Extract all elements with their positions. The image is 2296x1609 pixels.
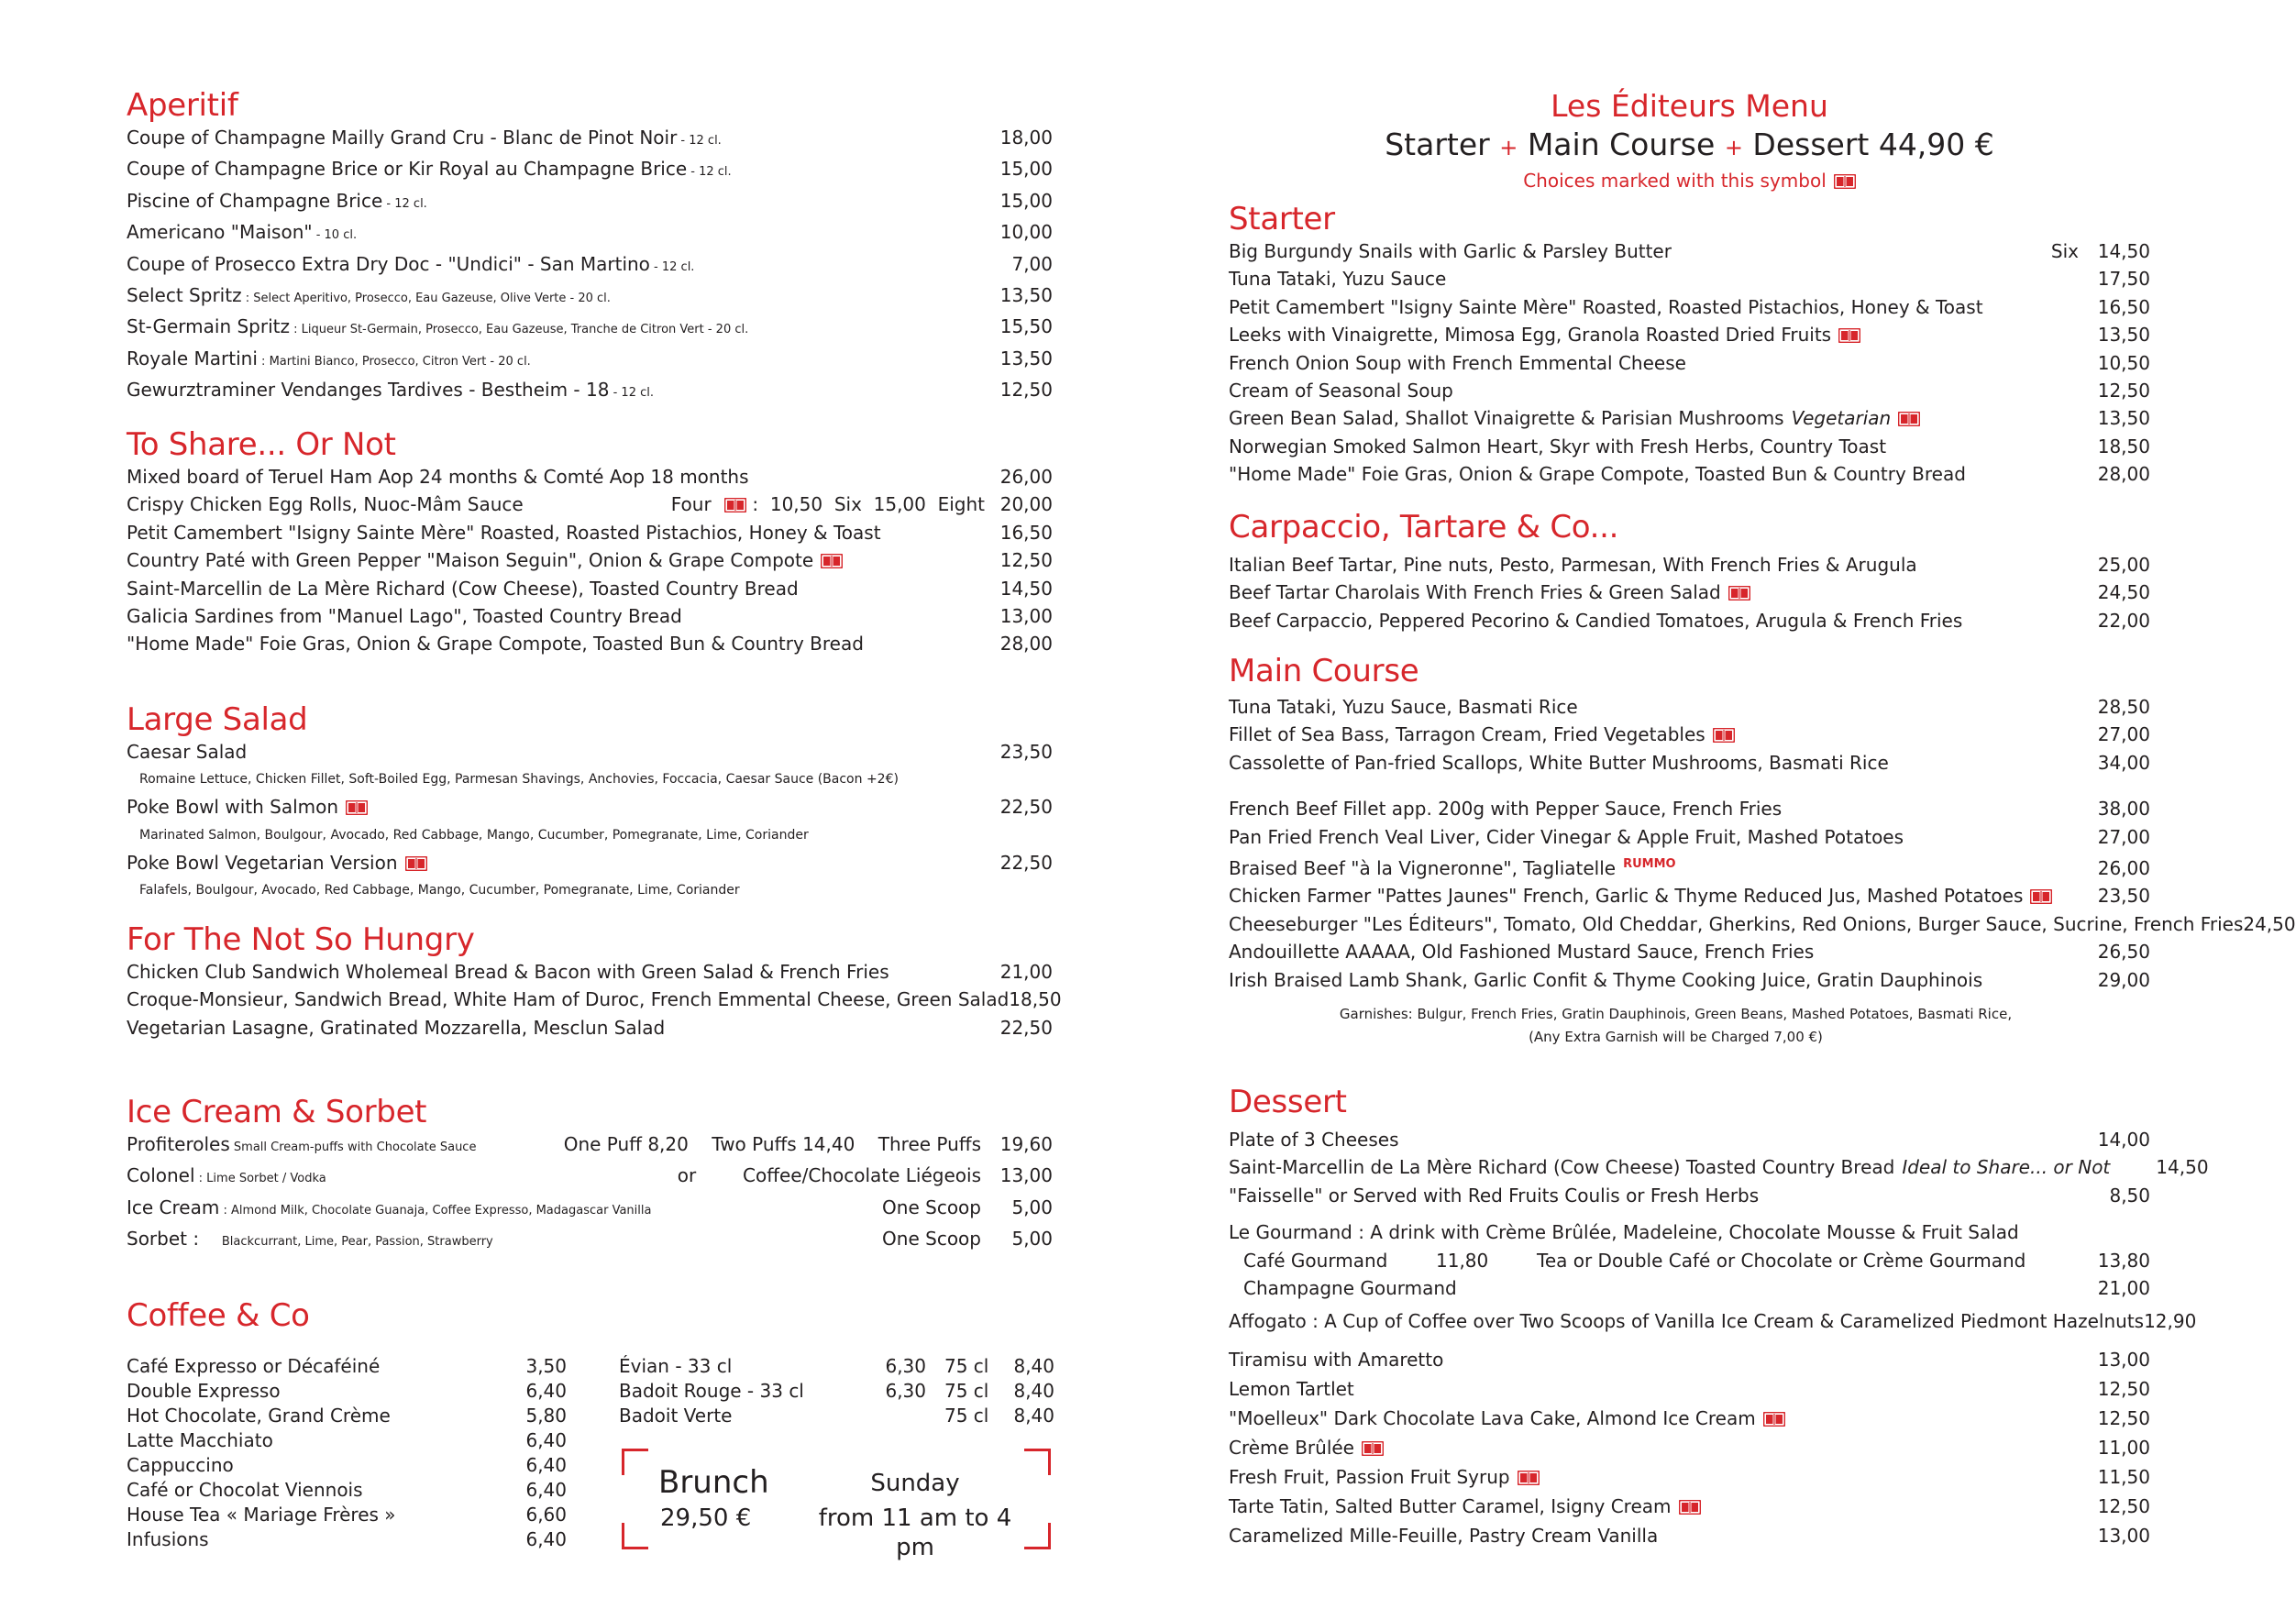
menu-item: Latte Macchiato 6,40 <box>127 1429 567 1451</box>
menu-item: Coupe of Prosecco Extra Dry Doc - "Undici" - San Martino - 12 cl. 7,00 <box>127 250 1053 281</box>
menu-item: Poke Bowl with Salmon 22,50 <box>127 796 1053 819</box>
section-title-icecream: Ice Cream & Sorbet <box>127 1094 427 1130</box>
item-price: 26,50 <box>2097 941 2150 964</box>
menu-item: Poke Bowl Vegetarian Version 22,50 <box>127 851 1053 874</box>
menu-item: Crème Brûlée 11,00 <box>1229 1433 2150 1462</box>
corner-mark <box>1024 1449 1051 1475</box>
menu-item: French Beef Fillet app. 200g with Pepper Sauce, French Fries 38,00 <box>1229 795 2150 822</box>
item-price: 27,00 <box>2097 723 2150 746</box>
item-description: Falafels, Boulgour, Avocado, Red Cabbage, Mango, Cucumber, Pomegranate, Lime, Coriander <box>139 883 740 898</box>
menu-item: Vegetarian Lasagne, Gratinated Mozzarella, Mesclun Salad 22,50 <box>127 1016 1053 1039</box>
menu-item: Fillet of Sea Bass, Tarragon Cream, Fried Vegetables 27,00 <box>1229 721 2150 748</box>
item-name: Évian - 33 cl <box>619 1355 733 1377</box>
item-price: 28,00 <box>2097 463 2150 486</box>
section-title-main: Main Course <box>1229 653 1419 689</box>
menu-item: Champagne Gourmand 21,00 <box>1243 1277 2150 1300</box>
item-description: Marinated Salmon, Boulgour, Avocado, Red Cabbage, Mango, Cucumber, Pomegranate, Lime, Coriander <box>139 827 809 843</box>
menu-item: Big Burgundy Snails with Garlic & Parsley Butter Six 14,50 <box>1229 237 2150 265</box>
menu-item: Profiteroles Small Cream-puffs with Chocolate Sauce One Puff 8,20 Two Puffs 14,40 Three Puffs 19,60 <box>127 1130 1053 1162</box>
menu-item: Galicia Sardines from "Manuel Lago", Toasted Country Bread 13,00 <box>127 605 1053 628</box>
menu-item: Beef Tartar Charolais With French Fries & Green Salad 24,50 <box>1229 579 2150 606</box>
item-price: 27,00 <box>2097 825 2150 848</box>
item-price: 14,00 <box>2097 1129 2150 1151</box>
item-price: 8,40 <box>1013 1380 1054 1402</box>
section-title-coffee: Coffee & Co <box>127 1297 310 1334</box>
item-price: 6,40 <box>525 1454 567 1476</box>
item-note: : Select Aperitivo, Prosecco, Eau Gazeuse, Olive Verte - 20 cl. <box>241 292 611 306</box>
item-price: 13,50 <box>999 284 1053 307</box>
menu-item: Petit Camembert "Isigny Sainte Mère" Roasted, Roasted Pistachios, Honey & Toast 16,50 <box>1229 293 2150 321</box>
item-note: : Liqueur St-Germain, Prosecco, Eau Gazeuse, Tranche de Citron Vert - 20 cl. <box>290 323 749 337</box>
menu-header <box>1229 87 2150 194</box>
section-title-starter: Starter <box>1229 201 1335 237</box>
book-icon <box>1362 1441 1384 1456</box>
book-icon <box>1728 586 1750 601</box>
item-price: 6,40 <box>525 1429 567 1451</box>
item-price: 15,00 <box>999 189 1053 212</box>
menu-item: "Moelleux" Dark Chocolate Lava Cake, Almond Ice Cream 12,50 <box>1229 1404 2150 1433</box>
item-price: 11,50 <box>2097 1465 2150 1488</box>
menu-item: Café or Chocolat Viennois 6,40 <box>127 1479 567 1501</box>
salad-section <box>127 701 1053 904</box>
menu-item: Chicken Farmer "Pattes Jaunes" French, Garlic & Thyme Reduced Jus, Mashed Potatoes 23,50 <box>1229 882 2150 909</box>
item-price: 8,40 <box>1013 1405 1054 1427</box>
item-price: 13,00 <box>999 1164 1053 1187</box>
menu-item: Croque-Monsieur, Sandwich Bread, White Ham of Duroc, French Emmental Cheese, Green Salad 18,50 <box>127 988 1062 1011</box>
item-note: Blackcurrant, Lime, Pear, Passion, Strawberry <box>199 1235 493 1250</box>
item-price: 25,00 <box>2097 554 2150 576</box>
book-icon <box>2030 889 2052 904</box>
menu-item: Cassolette of Pan-fried Scallops, White Butter Mushrooms, Basmati Rice 34,00 <box>1229 749 2150 777</box>
menu-item: Tuna Tataki, Yuzu Sauce 17,50 <box>1229 265 2150 292</box>
book-icon <box>821 554 843 568</box>
item-note: - 12 cl. <box>382 196 427 211</box>
section-title-aperitif: Aperitif <box>127 87 238 124</box>
book-icon <box>346 800 368 815</box>
corner-mark <box>622 1523 648 1549</box>
section-title-carpaccio: Carpaccio, Tartare & Co... <box>1229 509 1619 546</box>
item-price: 26,00 <box>2097 857 2150 880</box>
menu-item: Leeks with Vinaigrette, Mimosa Egg, Granola Roasted Dried Fruits 13,50 <box>1229 321 2150 348</box>
menu-item: Gewurztraminer Vendanges Tardives - Bestheim - 18 - 12 cl. 12,50 <box>127 376 1053 407</box>
corner-mark <box>622 1449 648 1475</box>
menu-item: Plate of 3 Cheeses 14,00 <box>1229 1126 2150 1153</box>
menu-item: Americano "Maison" - 10 cl. 10,00 <box>127 218 1053 249</box>
menu-item: Country Paté with Green Pepper "Maison Seguin", Onion & Grape Compote 12,50 <box>127 549 1053 572</box>
menu-item: Saint-Marcellin de La Mère Richard (Cow Cheese) Toasted Country Bread Ideal to Share... or Not 14,50 <box>1229 1153 2150 1181</box>
item-price: 16,50 <box>2097 295 2150 318</box>
menu-item: Hot Chocolate, Grand Crème 5,80 <box>127 1405 567 1427</box>
item-price: 13,00 <box>2097 1348 2150 1371</box>
item-price: 15,50 <box>999 315 1053 338</box>
icecream-section <box>127 1094 1053 1257</box>
menu-item: Tarte Tatin, Salted Butter Caramel, Isigny Cream 12,50 <box>1229 1492 2150 1521</box>
menu-item: Select Spritz : Select Aperitivo, Prosecco, Eau Gazeuse, Olive Verte - 20 cl. 13,50 <box>127 281 1053 313</box>
item-note: : Martini Bianco, Prosecco, Citron Vert - 20 cl. <box>257 354 531 369</box>
menu-item: Braised Beef "à la Vigneronne", Tagliatelle $^{RUMMO}$ 26,00 <box>1229 851 2150 882</box>
aperitif-section <box>127 87 1053 408</box>
menu-item: Caramelized Mille-Feuille, Pastry Cream Vanilla 13,00 <box>1229 1521 2150 1550</box>
item-price: 23,50 <box>2097 885 2150 908</box>
item-price: 6,30 <box>885 1355 926 1377</box>
dessert-section <box>1229 1084 2209 1550</box>
menu-item: Sorbet : Blackcurrant, Lime, Pear, Passion, Strawberry One Scoop 5,00 <box>127 1225 1053 1256</box>
portion-info: One Scoop <box>882 1196 981 1218</box>
item-note: - 12 cl. <box>649 259 695 274</box>
menu-item: Saint-Marcellin de La Mère Richard (Cow Cheese), Toasted Country Bread 14,50 <box>127 577 1053 600</box>
item-note: : Almond Milk, Chocolate Guanaja, Coffee Expresso, Madagascar Vanilla <box>219 1203 652 1218</box>
menu-item: Caesar Salad 23,50 <box>127 741 1053 763</box>
share-section <box>127 426 1053 658</box>
rummo-logo: RUMMO <box>1623 857 1676 872</box>
item-italic-note: Vegetarian <box>1791 407 1892 430</box>
item-price: 5,00 <box>1011 1228 1053 1251</box>
gourmand-intro: Le Gourmand : A drink with Crème Brûlée, Madeleine, Chocolate Mousse & Fruit Salad <box>1229 1221 2019 1244</box>
book-icon <box>1518 1471 1540 1485</box>
book-icon <box>405 856 427 871</box>
item-price: 11,00 <box>2097 1436 2150 1459</box>
book-icon <box>1763 1412 1785 1427</box>
item-price: 6,40 <box>525 1380 567 1402</box>
item-price: 24,50 <box>2243 912 2296 935</box>
menu-item: "Home Made" Foie Gras, Onion & Grape Compote, Toasted Bun & Country Bread 28,00 <box>1229 460 2150 488</box>
item-name: Badoit Verte <box>619 1405 733 1427</box>
menu-item: Tuna Tataki, Yuzu Sauce, Basmati Rice 28,50 <box>1229 693 2150 721</box>
book-icon <box>724 498 746 512</box>
item-price: 12,50 <box>999 379 1053 402</box>
menu-item: Irish Braised Lamb Shank, Garlic Confit & Thyme Cooking Juice, Gratin Dauphinois 29,00 <box>1229 966 2150 994</box>
item-price: 13,50 <box>999 347 1053 369</box>
menu-item: Pan Fried French Veal Liver, Cider Vinegar & Apple Fruit, Mashed Potatoes 27,00 <box>1229 823 2150 851</box>
item-price: 13,00 <box>2097 1524 2150 1547</box>
menu-item: Double Expresso 6,40 <box>127 1380 567 1402</box>
menu-item: House Tea « Mariage Frères » 6,60 <box>127 1504 567 1526</box>
book-icon <box>1679 1500 1701 1515</box>
item-price: 6,40 <box>525 1528 567 1550</box>
item-price: 17,50 <box>2097 268 2150 291</box>
portion-label: Four <box>670 493 712 516</box>
section-title-dessert: Dessert <box>1229 1084 1347 1120</box>
item-price: 12,50 <box>2097 1494 2150 1517</box>
menu-item <box>619 1379 1054 1404</box>
section-title-share: To Share... Or Not <box>127 426 396 463</box>
water-list <box>619 1354 1054 1428</box>
item-note: - 12 cl. <box>609 386 654 401</box>
menu-item: Norwegian Smoked Salmon Heart, Skyr with Fresh Herbs, Country Toast 18,50 <box>1229 433 2150 460</box>
item-price: 5,00 <box>1011 1196 1053 1218</box>
item-price: 5,80 <box>525 1405 567 1427</box>
book-icon <box>1713 728 1735 743</box>
section-title-hungry: For The Not So Hungry <box>127 921 475 958</box>
item-note: : Lime Sorbet / Vodka <box>194 1172 326 1186</box>
item-note: - 12 cl. <box>677 134 722 148</box>
portion-prices: : 10,50 Six 15,00 Eight <box>752 493 985 516</box>
section-title-salad: Large Salad <box>127 701 308 738</box>
menu-item: Royale Martini : Martini Bianco, Prosecco, Citron Vert - 20 cl. 13,50 <box>127 345 1053 376</box>
menu-item: Mixed board of Teruel Ham Aop 24 months & Comté Aop 18 months 26,00 <box>127 466 1053 488</box>
carpaccio-section <box>1229 509 2150 634</box>
item-price: 75 cl <box>944 1405 989 1427</box>
menu-item: Andouillette AAAAA, Old Fashioned Mustard Sauce, French Fries 26,50 <box>1229 938 2150 965</box>
menu-item: Coupe of Champagne Mailly Grand Cru - Blanc de Pinot Noir - 12 cl. 18,00 <box>127 124 1053 155</box>
item-note: Small Cream-puffs with Chocolate Sauce <box>229 1141 477 1154</box>
item-description: Romaine Lettuce, Chicken Fillet, Soft-Boiled Egg, Parmesan Shavings, Anchovies, Foccacia, Caesar Sauce (Bacon +2€) <box>139 772 899 788</box>
book-icon <box>1898 412 1920 426</box>
menu-item: Colonel : Lime Sorbet / Vodka or Coffee/Chocolate Liégeois 13,00 <box>127 1162 1053 1193</box>
item-price: 10,50 <box>2097 351 2150 374</box>
item-price: 6,30 <box>885 1380 926 1402</box>
menu-item: Green Bean Salad, Shallot Vinaigrette & Parisian Mushrooms Vegetarian 13,50 <box>1229 404 2150 432</box>
menu-item: Lemon Tartlet 12,50 <box>1229 1374 2150 1404</box>
item-price: 34,00 <box>2097 751 2150 774</box>
item-price: 13,50 <box>2097 324 2150 347</box>
item-price: 12,50 <box>2097 1406 2150 1429</box>
brunch-price: 29,50 € <box>660 1504 752 1532</box>
item-note: - 10 cl. <box>312 228 358 243</box>
menu-item: French Onion Soup with French Emmental Cheese 10,50 <box>1229 349 2150 377</box>
item-price: 75 cl <box>944 1380 989 1402</box>
item-price: 24,50 <box>2097 581 2150 604</box>
menu-item: Petit Camembert "Isigny Sainte Mère" Roasted, Roasted Pistachios, Honey & Toast 16,50 <box>127 521 1053 544</box>
book-icon <box>1838 328 1860 343</box>
item-price: 6,60 <box>525 1504 567 1526</box>
menu-item: Fresh Fruit, Passion Fruit Syrup 11,50 <box>1229 1462 2150 1492</box>
menu-item: Chicken Club Sandwich Wholemeal Bread & Bacon with Green Salad & French Fries 21,00 <box>127 961 1053 983</box>
menu-item: Tiramisu with Amaretto 13,00 <box>1229 1345 2150 1374</box>
item-price: 38,00 <box>2097 798 2150 821</box>
menu-item: Café Expresso or Décaféiné 3,50 <box>127 1355 567 1377</box>
menu-item: St-Germain Spritz : Liqueur St-Germain, Prosecco, Eau Gazeuse, Tranche de Citron Vert - 20 cl. 15,50 <box>127 313 1053 344</box>
coffee-list <box>127 1354 567 1552</box>
item-price: 14,50 <box>2156 1156 2209 1179</box>
brunch-day: Sunday <box>870 1470 960 1497</box>
item-price: 18,00 <box>999 127 1053 149</box>
menu-item: "Faisselle" or Served with Red Fruits Coulis or Fresh Herbs 8,50 <box>1229 1182 2150 1209</box>
garnish-note: Garnishes: Bulgur, French Fries, Gratin Dauphinois, Green Beans, Mashed Potatoes, Basmati Rice, <box>1339 1006 2013 1023</box>
menu-item: Coupe of Champagne Brice or Kir Royal au Champagne Brice - 12 cl. 15,00 <box>127 155 1053 186</box>
menu-item: Italian Beef Tartar, Pine nuts, Pesto, Parmesan, With French Fries & Arugula 25,00 <box>1229 551 2150 579</box>
menu-title: Les Éditeurs Menu <box>1551 88 1828 124</box>
item-price: 10,00 <box>999 221 1053 244</box>
item-price: 3,50 <box>525 1355 567 1377</box>
brunch-label: Brunch <box>658 1464 769 1501</box>
item-price: 18,50 <box>2097 435 2150 457</box>
item-italic-note: Ideal to Share... or Not <box>1902 1156 2111 1179</box>
menu-note: Choices marked with this symbol <box>1229 167 2150 194</box>
menu-item: Cappuccino 6,40 <box>127 1454 567 1476</box>
item-price: 15,00 <box>999 158 1053 181</box>
brunch-box <box>622 1449 1051 1561</box>
portion-info: One Puff 8,20 Two Puffs 14,40 Three Puffs <box>563 1133 981 1155</box>
brunch-hours: from 11 am to 4 pm <box>818 1504 1012 1561</box>
menu-item: Beef Carpaccio, Peppered Pecorino & Candied Tomatoes, Arugula & French Fries 22,00 <box>1229 607 2150 634</box>
item-price: 14,50 <box>2097 240 2150 262</box>
menu-item <box>619 1354 1054 1379</box>
menu-item: Infusions 6,40 <box>127 1528 567 1550</box>
menu-item: Affogato : A Cup of Coffee over Two Scoops of Vanilla Ice Cream & Caramelized Piedmont Hazelnuts 12,90 <box>1229 1310 2197 1333</box>
item-price: 75 cl <box>944 1355 989 1377</box>
item-price: 6,40 <box>525 1479 567 1501</box>
item-price: 22,00 <box>2097 609 2150 632</box>
item-price: 8,40 <box>1013 1355 1054 1377</box>
book-icon <box>1834 174 1856 189</box>
menu-item: Café Gourmand 11,80 Tea or Double Café or Chocolate or Crème Gourmand 13,80 <box>1243 1249 2150 1272</box>
menu-item: Piscine of Champagne Brice - 12 cl. 15,00 <box>127 187 1053 218</box>
item-price: 12,50 <box>2097 380 2150 402</box>
starter-section <box>1229 201 2150 489</box>
maincourse-section <box>1229 653 2296 1049</box>
item-price: 19,60 <box>999 1133 1053 1155</box>
portion-info: One Scoop <box>882 1228 981 1251</box>
menu-item: Crispy Chicken Egg Rolls, Nuoc-Mâm Sauce Four : 10,50 Six 15,00 Eight 20,00 <box>127 493 1053 516</box>
item-price: 29,00 <box>2097 968 2150 991</box>
item-name: Badoit Rouge - 33 cl <box>619 1380 804 1402</box>
item-note: - 12 cl. <box>687 165 732 180</box>
menu-item <box>619 1404 1054 1428</box>
item-price: 28,50 <box>2097 696 2150 718</box>
garnish-extra-note: (Any Extra Garnish will be Charged 7,00 €) <box>1529 1029 1823 1046</box>
hungry-section <box>127 921 1062 1041</box>
item-price: 8,50 <box>2109 1184 2150 1207</box>
portion-info: or Coffee/Chocolate Liégeois <box>677 1164 981 1187</box>
item-price: 12,50 <box>2097 1377 2150 1400</box>
item-price: 13,50 <box>2097 407 2150 430</box>
menu-item: Cheeseburger "Les Éditeurs", Tomato, Old Cheddar, Gherkins, Red Onions, Burger Sauce, Sucrine, French Fries 24,50 <box>1229 910 2150 938</box>
menu-item: "Home Made" Foie Gras, Onion & Grape Compote, Toasted Bun & Country Bread 28,00 <box>127 633 1053 656</box>
portion-info: Six <box>2050 240 2079 262</box>
menu-item: Ice Cream : Almond Milk, Chocolate Guanaja, Coffee Expresso, Madagascar Vanilla One Scoop 5,00 <box>127 1194 1053 1225</box>
menu-formula: Starter + Main Course + Dessert 44,90 € <box>1385 127 1994 162</box>
item-price: 7,00 <box>1011 252 1053 275</box>
menu-item: Cream of Seasonal Soup 12,50 <box>1229 377 2150 404</box>
